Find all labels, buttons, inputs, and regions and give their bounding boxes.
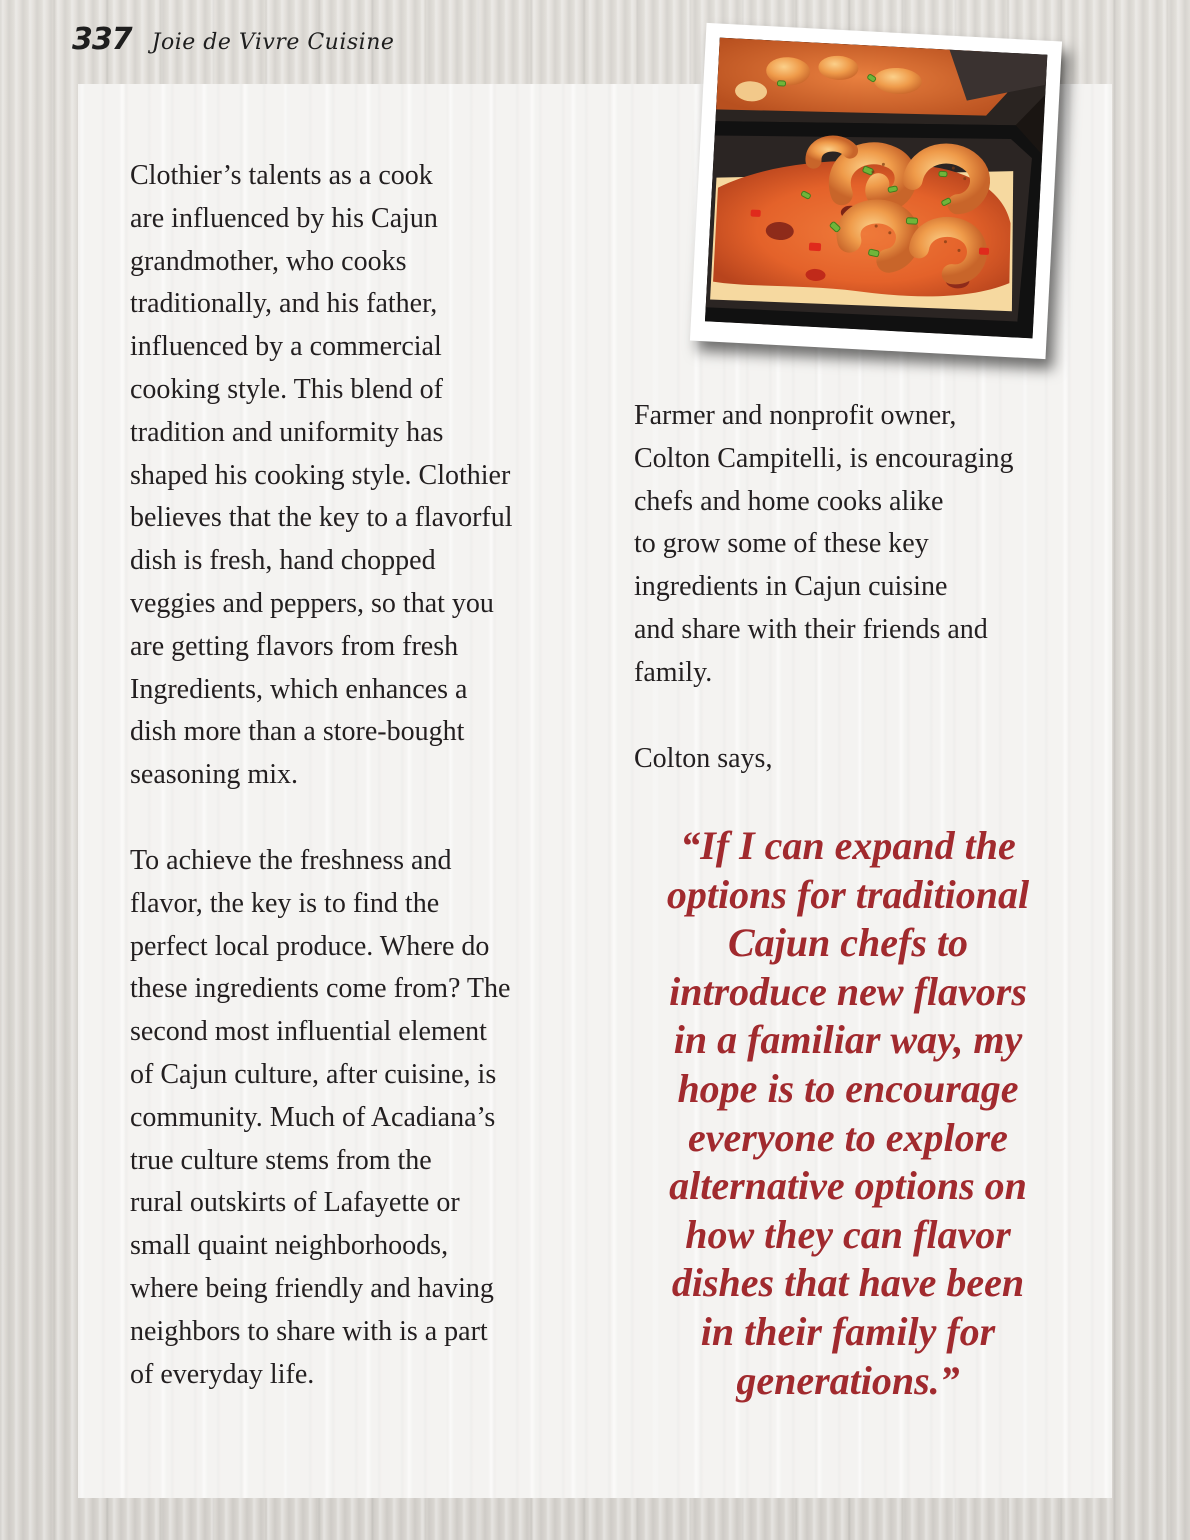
page-header: [72, 22, 394, 66]
right-paragraph-2: Colton says,: [634, 743, 773, 774]
pull-quote: “If I can expand the options for traditional Cajun chefs to introduce new flavors in a familiar way, my hope is to encourage everyone to explore alternative options on how they can flavor dishes that have been in their family for generations.”: [666, 823, 1030, 1403]
left-paragraph-1: Clothier’s talents as a cook are influenced by his Cajun grandmother, who cooks traditionally, and his father, influenced by a commercial cooking style. This blend of tradition and uniformity has shaped his cooking style. Clothier believes that the key to a flavorful dish is fresh, hand chopped veggies and peppers, so that you are getting flavors from fresh Ingredients, which enhances a dish more than a store-bought seasoning mix.: [130, 160, 513, 791]
right-paragraph-1: Farmer and nonprofit owner, Colton Campitelli, is encouraging chefs and home cooks alike to grow some of these key ingredients in Cajun cuisine and share with their friends and family.: [634, 400, 1014, 688]
polaroid-photo: [690, 23, 1062, 359]
shrimp-and-grits-icon: [705, 38, 1047, 339]
page-number: 337: [72, 22, 132, 57]
left-paragraph-2: To achieve the freshness and flavor, the key is to find the perfect local produce. Where do these ingredients come from? The second most influential element of Cajun culture, after cuisine, is community. Much of Acadiana’s true culture stems from the rural outskirts of Lafayette or small quaint neighborhoods, where being friendly and having neighbors to share with is a part of everyday life.: [130, 845, 511, 1390]
magazine-title: Joie de Vivre Cuisine: [151, 30, 395, 55]
